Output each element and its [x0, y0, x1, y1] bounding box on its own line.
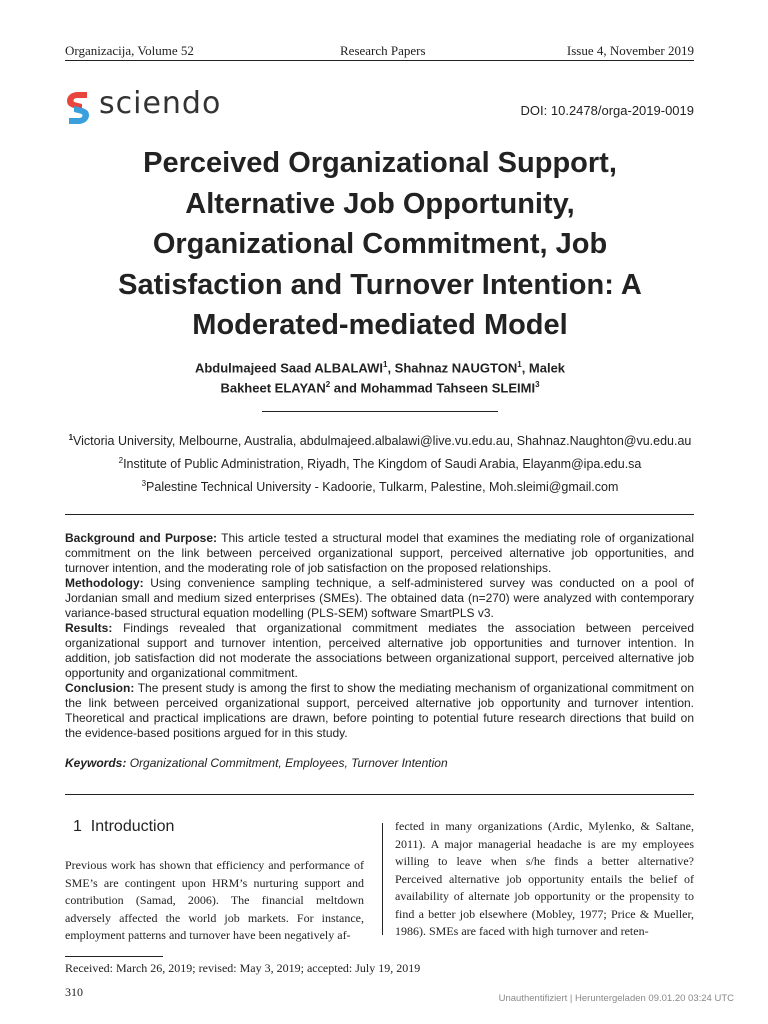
abstract-background: [65, 531, 694, 576]
author-sup: 1: [383, 360, 388, 369]
author-list: [80, 356, 680, 397]
title-line: Organizational Commitment, Job: [152, 228, 608, 260]
author-sup: 1: [517, 360, 522, 369]
abstract-text: Using convenience sampling technique, a self-administered survey was conducted on a pool of Jordanian small and medium sized enterprises (SMEs). The obtained data (n=270) were analyzed with contemporary variance-based structural equation modelling (PLS-SEM) software SmartPLS v3.: [65, 576, 694, 620]
title-line: Alternative Job Opportunity,: [185, 187, 575, 220]
section-number: 1: [73, 818, 82, 835]
author-sup: 2: [325, 380, 331, 390]
section-title: Introduction: [90, 818, 175, 835]
column-divider: [382, 823, 383, 935]
abstract-conclusion: [65, 681, 694, 741]
author-rule: [262, 411, 498, 412]
issue-info: Issue 4, November 2019: [566, 43, 694, 58]
abstract-methodology: [65, 576, 694, 621]
affiliation-text: Palestine Technical University - Kadoorie, Tulkarm, Palestine, Moh.sleimi@gmail.com: [146, 480, 619, 495]
affiliation-sup: 2: [118, 456, 124, 465]
title-line: Perceived Organizational Support,: [143, 147, 617, 179]
download-watermark: Unauthentifiziert | Heruntergeladen 09.01.20 03:24 UTC: [498, 993, 734, 1004]
abstract: [65, 531, 694, 741]
doi[interactable]: DOI: 10.2478/orga-2019-0019: [520, 103, 694, 118]
section-heading: [73, 818, 174, 836]
header-rule: [65, 60, 694, 61]
abstract-bottom-rule: [65, 794, 694, 795]
author-name: , Shahnaz NAUGTON: [387, 360, 518, 376]
affiliation-1: [60, 433, 700, 448]
abstract-label: Methodology:: [65, 576, 144, 590]
abstract-results: [65, 621, 694, 681]
affiliation-sup: 1: [68, 433, 74, 442]
affiliation-text: Victoria University, Melbourne, Australia, abdulmajeed.albalawi@live.vu.edu.au, Shahnaz.Naughton@vu.edu.au: [73, 434, 692, 449]
footnote-rule: [65, 956, 163, 957]
article-title: [60, 143, 700, 346]
affiliation-sup: 3: [141, 479, 147, 488]
affiliation-text: Institute of Public Administration, Riyadh, The Kingdom of Saudi Arabia, Elayanm@ipa.edu.sa: [123, 457, 642, 472]
title-line: Moderated-mediated Model: [192, 309, 568, 341]
sciendo-logo-text: sciendo: [99, 86, 222, 121]
author-name: Abdulmajeed Saad ALBALAWI: [194, 360, 383, 376]
abstract-label: Conclusion:: [65, 681, 135, 695]
sciendo-logo: [65, 86, 265, 130]
journal-name: Organizacija, Volume 52: [65, 43, 194, 58]
abstract-label: Results:: [65, 621, 113, 635]
author-name: and Mohammad Tahseen SLEIMI: [330, 380, 536, 396]
section-name: Research Papers: [340, 43, 426, 58]
body-paragraph: fected in many organizations (Ardic, Mylenko, & Saltane, 2011). A major managerial headache is are my employees willing to leave when s/he finds a better alternative? Perceived alternative job opportunity entails the belief of availability of alternate job opportunity or the propensity to find a better job elsewhere (Mobley, 1977; Price & Mueller, 1986). SMEs are faced with high turnover and reten-: [395, 819, 694, 938]
title-line: Satisfaction and Turnover Intention: A: [118, 268, 642, 301]
intro-right-column: [395, 818, 694, 941]
abstract-label: Background and Purpose:: [65, 531, 218, 545]
body-paragraph: Previous work has shown that efficiency and performance of SME’s are contingent upon HRM’s nurturing support and contribution (Samad, 2006). The financial meltdown adversely affected the world job markets. For instance, employment patterns and turnover have been negatively af-: [65, 858, 364, 942]
page-number: 310: [65, 985, 83, 999]
keywords-text: Organizational Commitment, Employees, Turnover Intention: [126, 756, 448, 770]
abstract-text: This article tested a structural model that examines the mediating role of organizational commitment on the link between perceived organizational support, perceived alternative job opportunities, and turnover intention, and the moderating role of job satisfaction on the proposed relationships.: [65, 531, 694, 575]
abstract-text: The present study is among the first to show the mediating mechanism of organizational commitment on the link between perceived organizational support, perceived alternative job opportunity and turnover intention. Theoretical and practical implications are drawn, before pointing to potential future research directions that build on the evidence-based positions argued for in this study.: [65, 681, 694, 740]
author-name: , Malek: [521, 360, 566, 376]
author-name: Bakheet ELAYAN: [220, 380, 326, 396]
intro-left-column: [65, 857, 364, 945]
sciendo-logo-icon: [65, 90, 91, 126]
affiliation-2: [60, 456, 700, 471]
keywords-label: Keywords:: [65, 756, 127, 770]
abstract-top-rule: [65, 514, 694, 515]
abstract-text: Findings revealed that organizational commitment mediates the association between perceived organizational support and turnover intention, perceived alternative job opportunities and turnover intention. In addition, job satisfaction did not moderate the associations between organizational support, perceived alternative job opportunity and organizational commitment.: [65, 621, 694, 680]
author-sup: 3: [535, 380, 540, 390]
keywords: [65, 756, 448, 770]
affiliation-3: [60, 479, 700, 494]
footnote-received: Received: March 26, 2019; revised: May 3, 2019; accepted: July 19, 2019: [65, 961, 421, 975]
